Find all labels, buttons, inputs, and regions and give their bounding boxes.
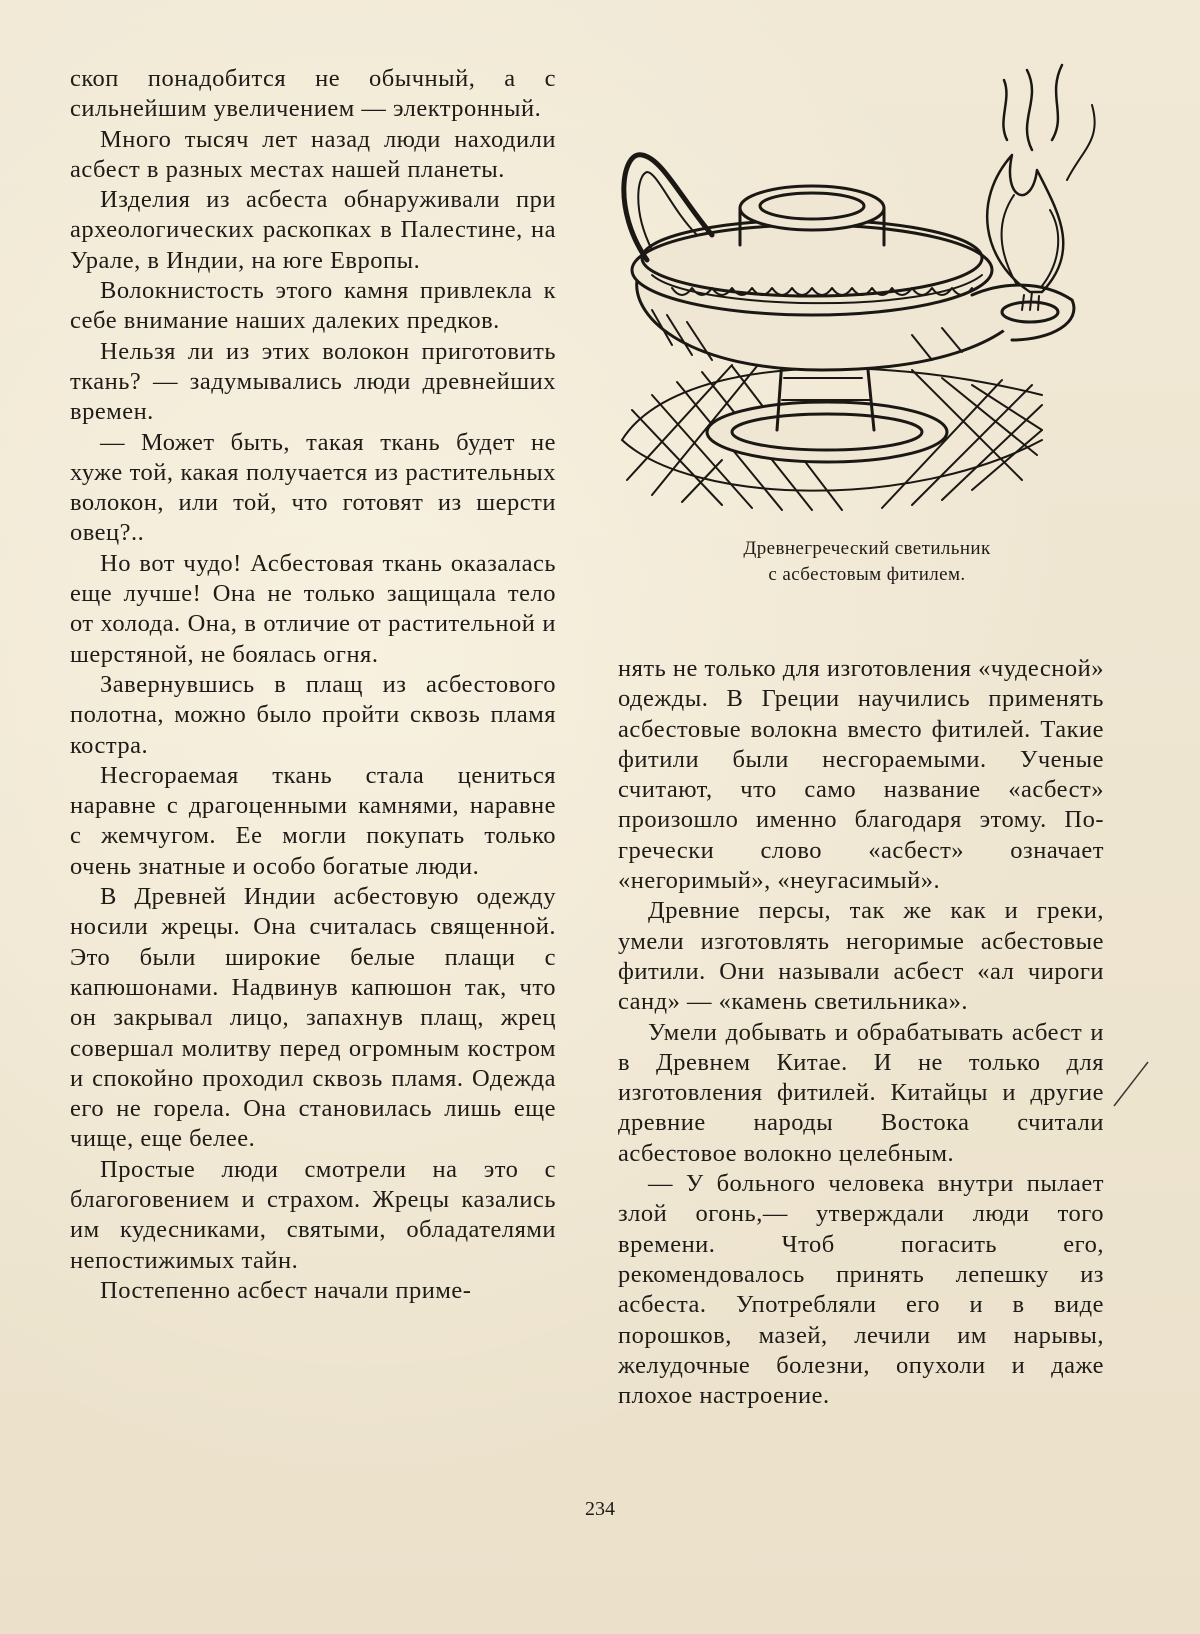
paragraph: — У больного человека внутри пылает злой огонь,— утверждали люди того времени. Чтоб погасить его, рекомендовалось принять лепешку из асбеста. Употребляли его и в виде порошков, мазей, лечили им нарывы, желудочные болезни, опухоли и даже плохое настроение. <box>618 1170 1104 1410</box>
caption-line: Древнегреческий светильник <box>743 538 991 559</box>
paragraph: Простые люди смотрели на это с благоговением и страхом. Жрецы казались им кудесниками, святыми, обладателями непостижимых тайн. <box>70 1155 556 1274</box>
paragraph: скоп понадобится не обычный, а с сильнейшим увеличением — электронный. <box>70 65 556 123</box>
paragraph: Волокнистость этого камня привлекла к себе внимание наших далеких предков. <box>70 277 556 335</box>
right-text-column <box>618 654 1104 1411</box>
paragraph: В Древней Индии асбестовую одежду носили жрецы. Она считалась священной. Это были широкие белые плащи с капюшонами. Надвинув капюшон так, что он закрывал лицо, запахнув плащ, жрец совершал молитву перед огромным костром и спокойно проходил сквозь пламя. Одежда его не горела. Она становилась лишь еще чище, еще белее. <box>70 883 556 1153</box>
oil-lamp-illustration <box>612 60 1122 530</box>
paragraph: — Может быть, такая ткань будет не хуже той, какая получается из растительных волокон, или той, что готовят из шерсти овец?.. <box>70 428 556 547</box>
paragraph: Несгораемая ткань стала цениться наравне с драгоценными камнями, наравне с жемчугом. Ее могли покупать только очень знатные и особо богатые люди. <box>70 761 556 880</box>
paragraph: Но вот чудо! Асбестовая ткань оказалась еще лучше! Она не только защищала тело от холода. Она, в отличие от растительной и шерстяной, не боялась огня. <box>70 549 556 668</box>
paragraph: Изделия из асбеста обнаруживали при археологических раскопках в Палестине, на Урале, в Индии, на юге Европы. <box>70 186 556 274</box>
caption-line: с асбестовым фитилем. <box>768 564 966 585</box>
left-text-column <box>70 64 556 1306</box>
paragraph: Завернувшись в плащ из асбестового полотна, можно было пройти сквозь пламя костра. <box>70 670 556 759</box>
paragraph: Древние персы, так же как и греки, умели изготовлять негоримые асбестовые фитили. Они называли асбест «ал чироги санд» — «камень светильника». <box>618 897 1104 1016</box>
paragraph: Умели добывать и обрабатывать асбест и в Древнем Китае. И не только для изготовления фитилей. Китайцы и другие древние народы Востока считали асбестовое волокно целебным. <box>618 1018 1104 1167</box>
paragraph: нять не только для изготовления «чудесной» одежды. В Греции научились применять асбестовые волокна вместо фитилей. Такие фитили были несгораемыми. Ученые считают, что само название «асбест» произошло именно благодаря этому. По-гречески слово «асбест» означает «негоримый», «неугасимый». <box>618 655 1104 895</box>
paragraph: Постепенно асбест начали приме- <box>100 1276 472 1304</box>
pencil-mark <box>1110 1060 1150 1115</box>
page-number: 234 <box>585 1498 615 1520</box>
illustration-caption <box>612 536 1122 588</box>
paragraph: Нельзя ли из этих волокон приготовить ткань? — задумывались люди древнейших времен. <box>70 337 556 426</box>
paragraph: Много тысяч лет назад люди находили асбест в разных местах нашей планеты. <box>70 125 556 183</box>
